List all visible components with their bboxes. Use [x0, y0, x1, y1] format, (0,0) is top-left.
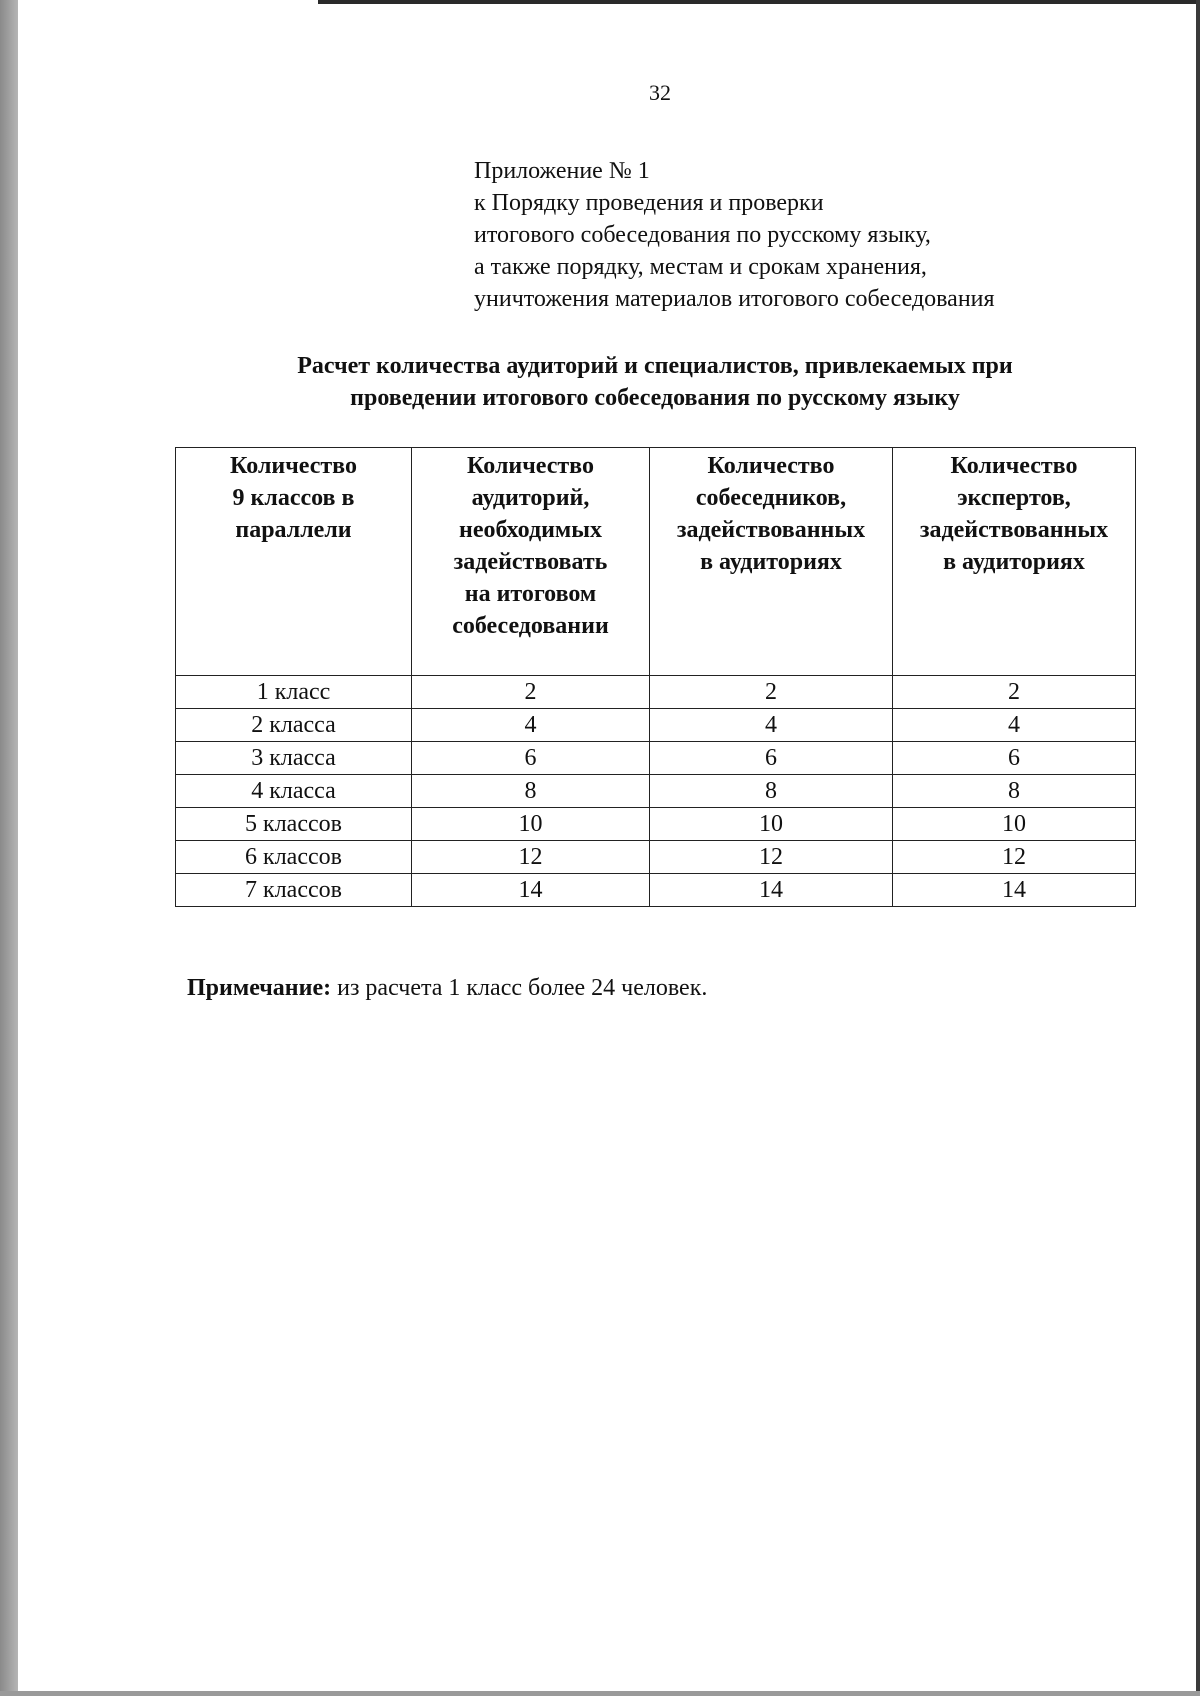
cell-interlocutors: 12: [650, 841, 893, 874]
header-line: собеседников,: [695, 485, 847, 511]
header-line: необходимых: [458, 517, 602, 543]
cell-rooms: 10: [412, 808, 650, 841]
table-row: [176, 709, 1136, 742]
header-line: задействованных: [676, 517, 866, 543]
cell-interlocutors: 14: [650, 874, 893, 907]
page-number: 32: [649, 80, 671, 105]
cell-experts: 12: [893, 841, 1136, 874]
table-row: [176, 742, 1136, 775]
cell-interlocutors: 8: [650, 775, 893, 808]
cell-experts: 14: [893, 874, 1136, 907]
cell-classes: 6 классов: [176, 841, 412, 874]
table-header-row: [176, 448, 1136, 676]
cell-interlocutors: 10: [650, 808, 893, 841]
header-line: аудиторий,: [471, 485, 590, 511]
annex-line: а также порядку, местам и срокам хранения,: [474, 254, 927, 280]
note: [187, 975, 707, 1002]
header-line: Количество: [230, 453, 357, 479]
annex-line: уничтожения материалов итогового собеседования: [474, 286, 995, 312]
header-line: параллели: [235, 517, 352, 543]
scan-bottom-edge: [0, 1691, 1200, 1696]
cell-rooms: 12: [412, 841, 650, 874]
header-interlocutors-count: [650, 448, 893, 676]
cell-interlocutors: 2: [650, 676, 893, 709]
header-line: на итоговом: [464, 581, 597, 607]
cell-experts: 4: [893, 709, 1136, 742]
note-label: Примечание:: [187, 975, 332, 1001]
cell-classes: 3 класса: [176, 742, 412, 775]
cell-experts: 6: [893, 742, 1136, 775]
annex-line: Приложение № 1: [474, 158, 650, 184]
title-line: Расчет количества аудиторий и специалистов, привлекаемых при: [297, 353, 1013, 379]
cell-rooms: 8: [412, 775, 650, 808]
cell-classes: 7 классов: [176, 874, 412, 907]
header-line: 9 классов в: [232, 485, 355, 511]
header-line: задействованных: [919, 517, 1109, 543]
header-line: задействовать: [453, 549, 608, 575]
scan-right-edge: [1196, 0, 1200, 1696]
header-rooms-count: [412, 448, 650, 676]
cell-experts: 8: [893, 775, 1136, 808]
cell-rooms: 14: [412, 874, 650, 907]
annex-line: итогового собеседования по русскому языку,: [474, 222, 931, 248]
cell-experts: 2: [893, 676, 1136, 709]
table-row: [176, 874, 1136, 907]
annex-line: к Порядку проведения и проверки: [474, 190, 824, 216]
header-experts-count: [893, 448, 1136, 676]
table-row: [176, 775, 1136, 808]
table-row: [176, 841, 1136, 874]
cell-classes: 5 классов: [176, 808, 412, 841]
document-title: [170, 350, 1140, 414]
table-row: [176, 808, 1136, 841]
note-text: из расчета 1 класс более 24 человек.: [331, 975, 708, 1001]
scan-top-edge: [318, 0, 1200, 4]
scan-left-edge: [0, 0, 18, 1696]
calculation-table: [175, 447, 1136, 907]
header-classes-count: [176, 448, 412, 676]
header-line: в аудиториях: [700, 549, 842, 575]
table-row: [176, 676, 1136, 709]
annex-block: [474, 155, 995, 315]
cell-rooms: 6: [412, 742, 650, 775]
cell-rooms: 4: [412, 709, 650, 742]
cell-classes: 4 класса: [176, 775, 412, 808]
title-line: проведении итогового собеседования по русскому языку: [350, 385, 960, 411]
cell-classes: 2 класса: [176, 709, 412, 742]
header-line: Количество: [707, 453, 835, 479]
cell-classes: 1 класс: [176, 676, 412, 709]
header-line: в аудиториях: [943, 549, 1085, 575]
cell-rooms: 2: [412, 676, 650, 709]
header-line: экспертов,: [957, 485, 1071, 511]
cell-interlocutors: 6: [650, 742, 893, 775]
header-line: собеседовании: [452, 613, 609, 639]
cell-interlocutors: 4: [650, 709, 893, 742]
header-line: Количество: [467, 453, 594, 479]
cell-experts: 10: [893, 808, 1136, 841]
header-line: Количество: [950, 453, 1078, 479]
